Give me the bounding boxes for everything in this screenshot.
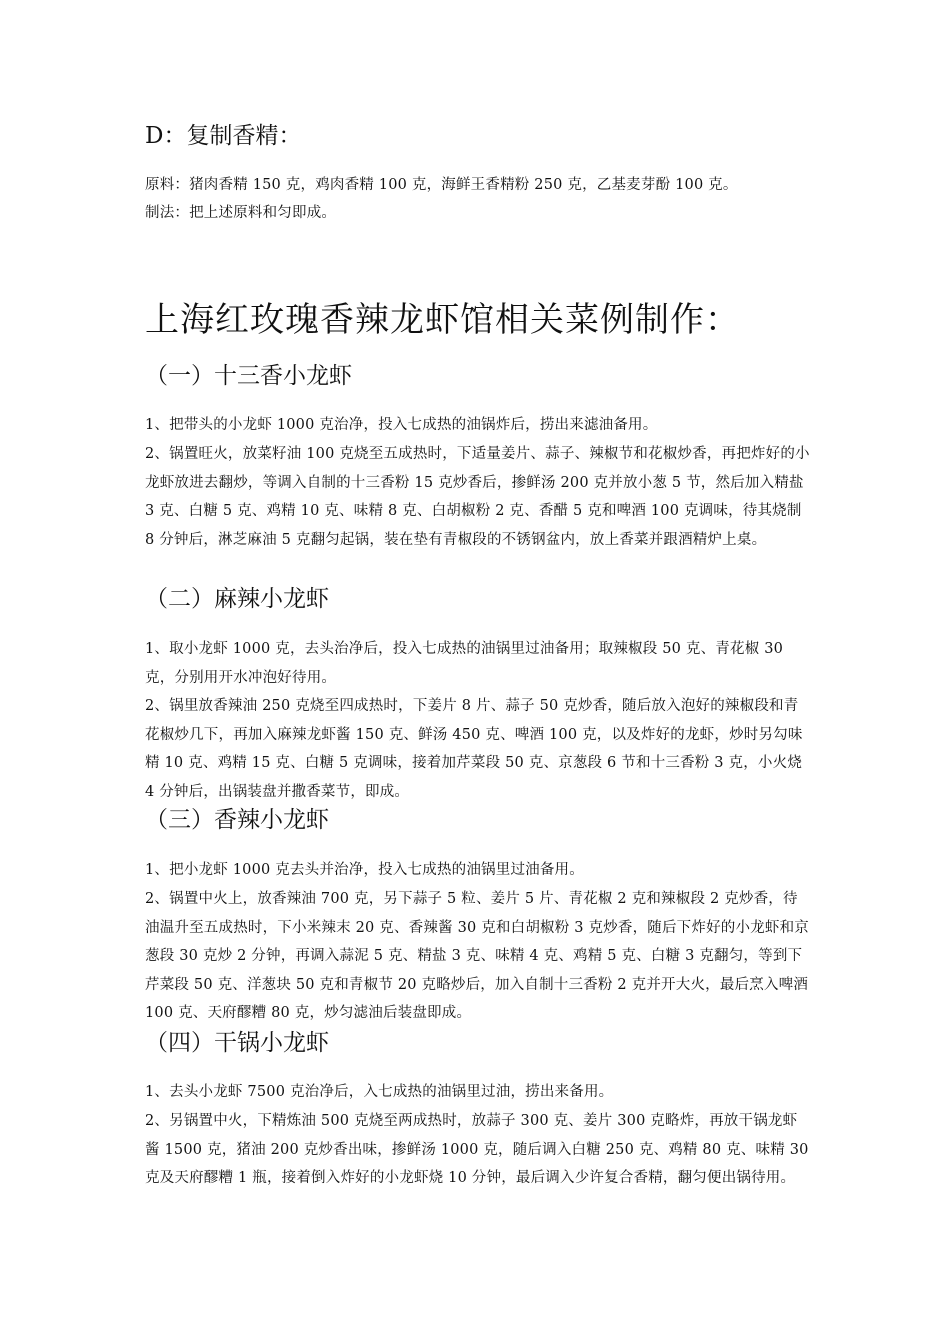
- section-d-heading: D：复制香精：: [145, 123, 302, 149]
- recipe-title: （一）十三香小龙虾: [145, 363, 352, 389]
- recipe-step: 2、另锅置中火，下精炼油 500 克烧至两成热时，放蒜子 300 克、姜片 300 克略炸，再放干锅龙虾酱 1500 克，猪油 200 克炒香出味，掺鲜汤 1000 克，随后调入白糖 250 克、鸡精 80 克、味精 30 克及天府醪糟 1 瓶，接着倒入炸好的小龙虾烧 10 分钟，最后调入少许复合香精，翻匀便出锅待用。: [145, 1113, 809, 1186]
- recipe-step: 2、锅置中火上，放香辣油 700 克，另下蒜子 5 粒、姜片 5 片、青花椒 2 克和辣椒段 2 克炒香，待油温升至五成热时，下小米辣末 20 克、香辣酱 30 克和白胡椒粉 3 克炒香，随后下炸好的小龙虾和京葱段 30 克炒 2 分钟，再调入蒜泥 5 克、精盐 3 克、味精 4 克、鸡精 5 克、白糖 3 克翻匀，等到下芹菜段 50 克、洋葱块 50 克和青椒节 20 克略炒后，加入自制十三香粉 2 克并开大火，最后烹入啤酒 100 克、天府醪糟 80 克，炒匀滤油后装盘即成。: [145, 891, 809, 1021]
- recipe-title: （四）干锅小龙虾: [145, 1030, 329, 1056]
- section-d-method: 制法：把上述原料和匀即成。: [145, 205, 337, 221]
- recipe-step: 2、锅里放香辣油 250 克烧至四成热时，下姜片 8 片、蒜子 50 克炒香，随后放入泡好的辣椒段和青花椒炒几下，再加入麻辣龙虾酱 150 克、鲜汤 450 克、啤酒 100 克，以及炸好的龙虾，炒时另勾味精 10 克、鸡精 15 克、白糖 5 克调味，接着加芹菜段 50 克、京葱段 6 节和十三香粉 3 克，小火烧 4 分钟后，出锅装盘并撒香菜节，即成。: [145, 698, 803, 800]
- recipe-step: 1、去头小龙虾 7500 克治净后，入七成热的油锅里过油，捞出来备用。: [145, 1084, 614, 1100]
- recipe-step: 1、把小龙虾 1000 克去头并治净，投入七成热的油锅里过油备用。: [145, 862, 584, 878]
- section-d-ingredients: 原料：猪肉香精 150 克，鸡肉香精 100 克，海鲜王香精粉 250 克，乙基麦芽酚 100 克。: [145, 177, 738, 193]
- recipe-step: 1、把带头的小龙虾 1000 克治净，投入七成热的油锅炸后，捞出来滤油备用。: [145, 417, 658, 433]
- recipe-title: （三）香辣小龙虾: [145, 807, 329, 833]
- main-title: 上海红玫瑰香辣龙虾馆相关菜例制作：: [145, 300, 740, 340]
- recipe-title: （二）麻辣小龙虾: [145, 586, 329, 612]
- recipe-step: 2、锅置旺火，放菜籽油 100 克烧至五成热时，下适量姜片、蒜子、辣椒节和花椒炒香，再把炸好的小龙虾放进去翻炒，等调入自制的十三香粉 15 克炒香后，掺鲜汤 200 克并放小葱 5 节，然后加入精盐 3 克、白糖 5 克、鸡精 10 克、味精 8 克、白胡椒粉 2 克、香醋 5 克和啤酒 100 克调味，待其烧制 8 分钟后，淋芝麻油 5 克翻匀起锅，装在垫有青椒段的不锈钢盆内，放上香菜并跟酒精炉上桌。: [145, 446, 810, 548]
- recipe-step: 1、取小龙虾 1000 克，去头治净后，投入七成热的油锅里过油备用；取辣椒段 50 克、青花椒 30 克，分别用开水冲泡好待用。: [145, 641, 784, 686]
